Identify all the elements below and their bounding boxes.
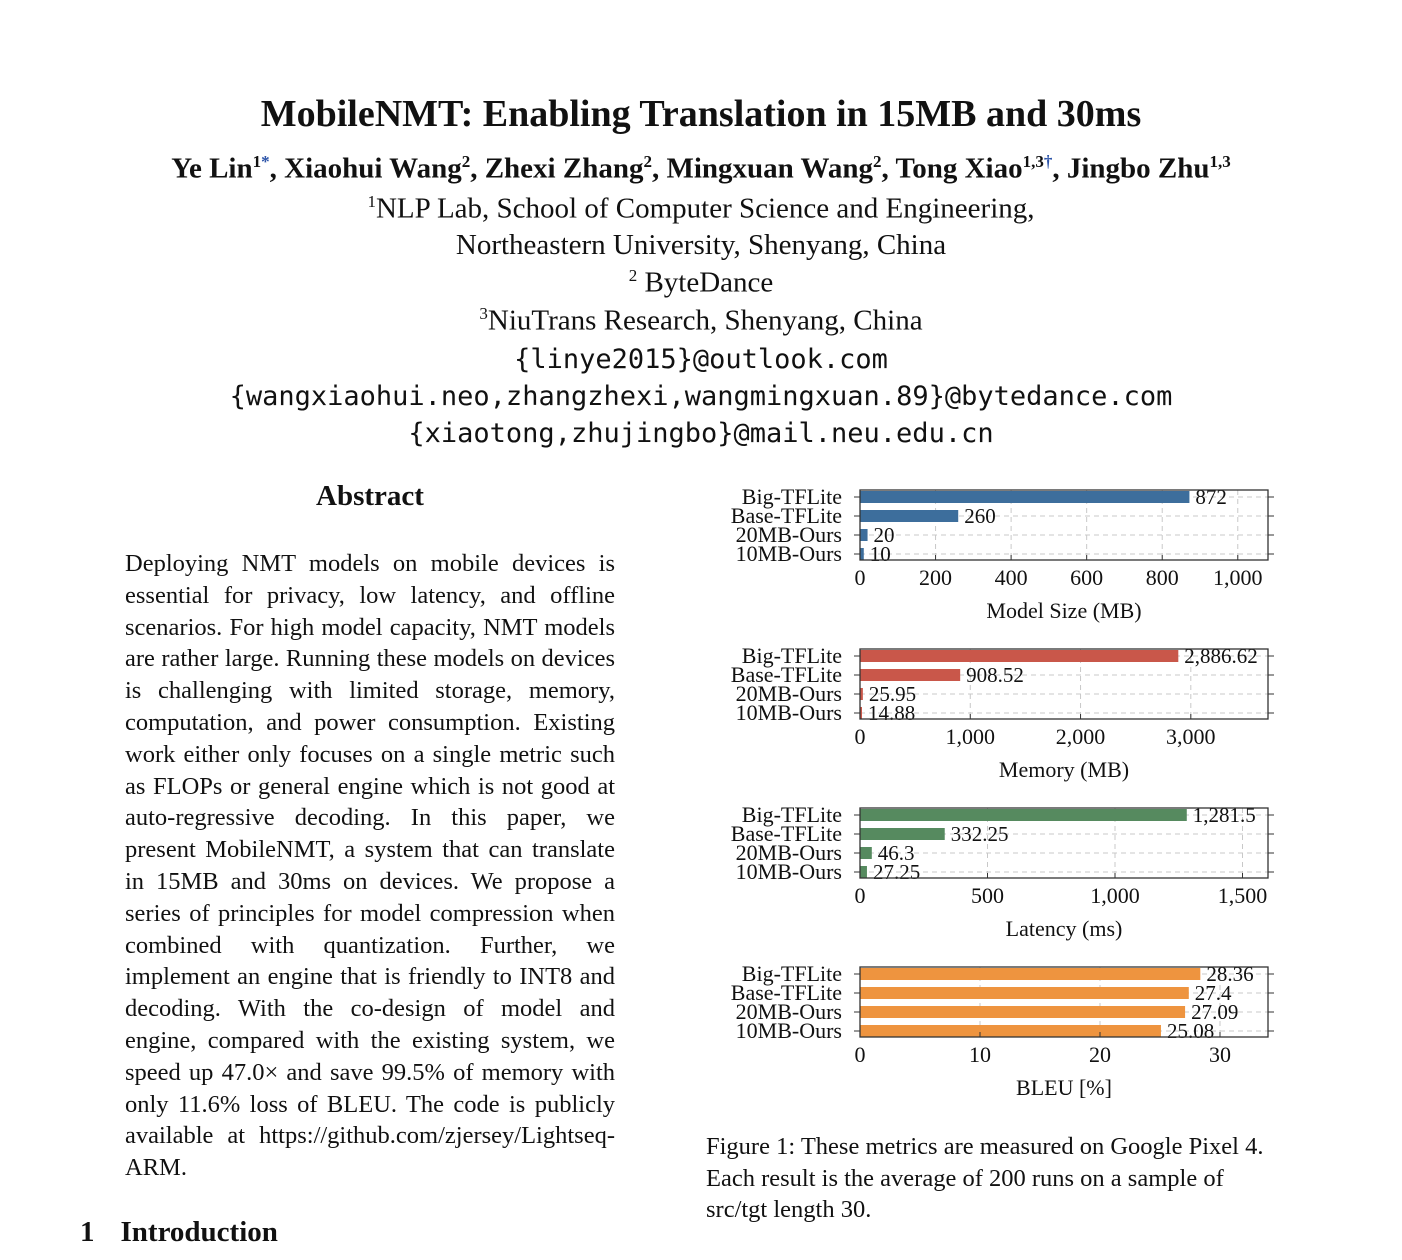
affiliation-2-sup: 2	[628, 266, 638, 285]
chart-2	[731, 643, 1274, 782]
bar-big-tflite	[860, 968, 1200, 980]
affiliation-1-sup: 1	[367, 192, 376, 211]
category-label: Big-TFLite	[741, 643, 842, 668]
x-axis-title: Model Size (MB)	[986, 598, 1142, 623]
x-tick-label: 0	[854, 883, 866, 908]
author-name: Zhexi Zhang	[484, 152, 644, 185]
abstract-heading: Abstract	[316, 480, 424, 512]
author-affiliation-sup: 1,3	[1022, 152, 1044, 171]
bar-big-tflite	[860, 491, 1189, 503]
author-separator: ,	[269, 152, 285, 185]
x-tick-label: 2,000	[1055, 724, 1106, 749]
author-affiliation-sup: 2	[461, 152, 471, 171]
data-label: 27.4	[1194, 981, 1232, 1005]
affiliation-3-sup: 3	[479, 304, 488, 323]
x-tick-label: 800	[1145, 565, 1179, 590]
author-affiliation-sup: 1,3	[1209, 152, 1231, 171]
bar-20mb-ours	[860, 847, 872, 859]
category-label: 10MB-Ours	[735, 1018, 842, 1043]
affiliation-1-line-2: Northeastern University, Shenyang, China	[455, 229, 947, 261]
data-label: 27.09	[1191, 1000, 1239, 1024]
category-label: 20MB-Ours	[735, 840, 842, 865]
x-tick-label: 20	[1089, 1042, 1111, 1067]
x-tick-label: 400	[994, 565, 1028, 590]
category-label: Base-TFLite	[730, 662, 842, 687]
x-tick-label: 30	[1209, 1042, 1231, 1067]
x-tick-label: 1,000	[945, 724, 996, 749]
x-axis-title: Latency (ms)	[1005, 916, 1123, 941]
chart-1	[731, 484, 1274, 623]
x-tick-label: 600	[1070, 565, 1104, 590]
category-label: Big-TFLite	[741, 484, 842, 509]
data-label: 25.08	[1166, 1019, 1215, 1043]
category-label: 20MB-Ours	[735, 999, 842, 1024]
chart-3	[731, 802, 1274, 941]
author-affiliation-sup: 1	[252, 152, 262, 171]
bar-big-tflite	[860, 650, 1178, 662]
abstract-text: Deploying NMT models on mobile devices is essential for privacy, low latency, and offline scenarios. For high model capacity, NMT models are rather large. Running these models on devices is challenging with limited storage, memory, computation, and power consumption. Existing work either only focuses on a single metric such as FLOPs or general engine which is not good at auto-regressive decoding. In this paper, we present MobileNMT, a system that can translate in 15MB and 30ms on devices. We propose a series of principles for model compression when combined with quantization. Further, we implement an engine that is friendly to INT8 and decoding. With the co-design of model and engine, compared with the existing system, we speed up 47.0× and save 99.5% of memory with only 11.6% loss of BLEU. The code is publicly available at https://github.com/zjersey/Lightseq-ARM.	[125, 550, 615, 1182]
data-label: 872	[1195, 485, 1227, 509]
bar-base-tflite	[860, 510, 958, 522]
section-number: 1	[80, 1216, 95, 1248]
data-label: 20	[873, 523, 895, 547]
category-label: 20MB-Ours	[735, 681, 842, 706]
data-label: 260	[964, 504, 996, 528]
bar-10mb-ours	[860, 866, 867, 878]
data-label: 25.95	[868, 682, 917, 706]
author-footnote-mark[interactable]: *	[261, 152, 270, 171]
x-axis-title: BLEU [%]	[1016, 1075, 1112, 1100]
x-tick-label: 200	[919, 565, 953, 590]
x-tick-label: 1,500	[1217, 883, 1268, 908]
category-label: Big-TFLite	[741, 961, 842, 986]
x-tick-label: 0	[854, 1042, 866, 1067]
section-heading-introduction	[80, 1216, 278, 1249]
x-tick-label: 0	[854, 724, 866, 749]
affiliation-3-text: NiuTrans Research, Shenyang, China	[487, 304, 923, 337]
author-separator: ,	[470, 152, 485, 185]
category-label: 10MB-Ours	[735, 700, 842, 725]
x-tick-label: 10	[969, 1042, 991, 1067]
email-line-3: {xiaotong,zhujingbo}@mail.neu.edu.cn	[408, 418, 994, 449]
data-label: 1,281.5	[1192, 803, 1256, 827]
x-tick-label: 3,000	[1166, 724, 1216, 749]
affiliation-2	[0, 266, 1402, 300]
category-label: Base-TFLite	[730, 503, 842, 528]
category-label: Base-TFLite	[730, 980, 842, 1005]
data-label: 27.25	[872, 860, 921, 884]
data-label: 2,886.62	[1184, 644, 1258, 668]
data-label: 332.25	[950, 822, 1009, 846]
author-name: Mingxuan Wang	[666, 152, 874, 185]
x-tick-label: 500	[971, 883, 1004, 908]
category-label: 20MB-Ours	[735, 522, 842, 547]
category-label: 10MB-Ours	[735, 859, 842, 884]
x-tick-label: 0	[854, 565, 866, 590]
figure-caption: Figure 1: These metrics are measured on Google Pixel 4. Each result is the average of 200 runs on a sample of src/tgt length 30.	[706, 1133, 1264, 1223]
bar-base-tflite	[860, 987, 1189, 999]
x-axis-title: Memory (MB)	[998, 757, 1130, 782]
data-label: 10	[869, 542, 891, 566]
data-label: 908.52	[966, 663, 1024, 687]
data-label: 28.36	[1206, 962, 1254, 986]
affiliation-3	[0, 304, 1402, 338]
x-tick-label: 1,000	[1213, 565, 1263, 590]
affiliation-1-text: NLP Lab, School of Computer Science and Engineering,	[375, 192, 1035, 225]
bar-base-tflite	[860, 669, 960, 681]
bar-big-tflite	[860, 809, 1187, 821]
bar-20mb-ours	[860, 1006, 1185, 1018]
author-affiliation-sup: 2	[873, 152, 882, 171]
data-label: 46.3	[877, 841, 915, 865]
affiliation-2-text: ByteDance	[637, 266, 774, 299]
author-name: Xiaohui Wang	[284, 152, 462, 185]
author-separator: ,	[1052, 152, 1067, 185]
author-name: Ye Lin	[171, 152, 253, 185]
affiliation-1-line-1	[0, 192, 1402, 226]
category-label: 10MB-Ours	[735, 541, 842, 566]
bar-10mb-ours	[860, 1025, 1161, 1037]
author-list	[0, 152, 1402, 186]
author-name: Tong Xiao	[895, 152, 1023, 185]
figure-1-bar-charts	[700, 480, 1300, 1120]
paper-title: MobileNMT: Enabling Translation in 15MB and 30ms	[260, 93, 1142, 135]
author-footnote-mark[interactable]: †	[1043, 152, 1053, 171]
email-line-2: {wangxiaohui.neo,zhangzhexi,wangmingxuan.89}@bytedance.com	[229, 381, 1173, 412]
x-tick-label: 1,000	[1090, 883, 1140, 908]
email-line-1: {linye2015}@outlook.com	[514, 344, 888, 375]
bar-base-tflite	[860, 828, 945, 840]
bar-20mb-ours	[860, 529, 868, 541]
author-name: Jingbo Zhu	[1066, 152, 1210, 185]
author-separator: ,	[651, 152, 667, 185]
chart-4	[731, 961, 1274, 1100]
author-separator: ,	[881, 152, 896, 185]
category-label: Big-TFLite	[741, 802, 842, 827]
author-affiliation-sup: 2	[643, 152, 652, 171]
section-title: Introduction	[120, 1216, 278, 1248]
data-label: 14.88	[868, 701, 916, 725]
category-label: Base-TFLite	[730, 821, 842, 846]
